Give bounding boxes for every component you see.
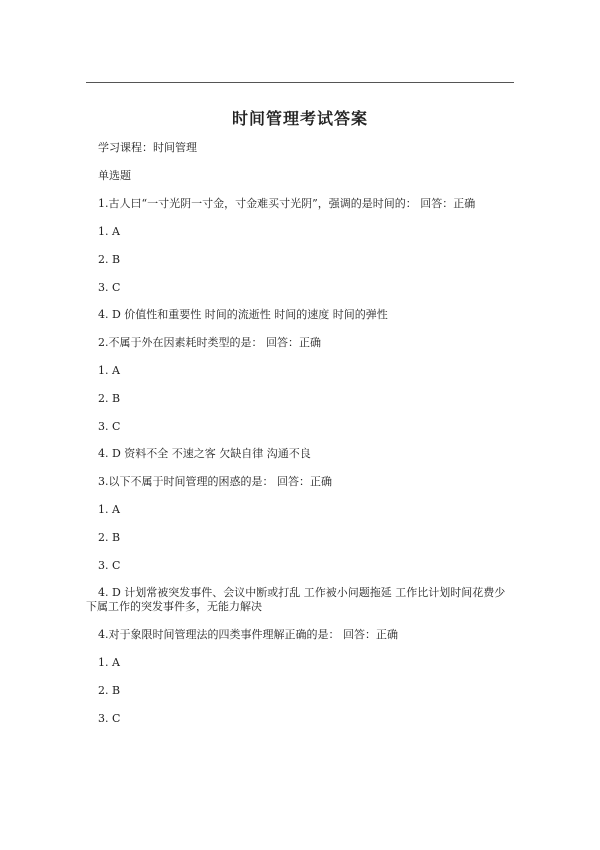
question-2-option-2: 2. B bbox=[98, 392, 121, 405]
question-2-option-4: 4. D 资料不全 不速之客 欠缺自律 沟通不良 bbox=[98, 447, 311, 460]
question-2-option-3: 3. C bbox=[98, 420, 121, 433]
question-4-option-1: 1. A bbox=[98, 656, 120, 669]
page-title: 时间管理考试答案 bbox=[231, 109, 368, 128]
question-4: 4.对于象限时间管理法的四类事件理解正确的是： 回答：正确 bbox=[98, 628, 398, 641]
question-3-option-4: 4. D 计划常被突发事件、会议中断或打乱 工作被小问题拖延 工作比计划时间花费少 bbox=[98, 586, 506, 599]
question-3-option-4-continued: 下属工作的突发事件多，无能力解决 bbox=[86, 600, 262, 613]
question-1-option-2: 2. B bbox=[98, 253, 121, 266]
header-rule bbox=[86, 82, 514, 83]
question-1-option-3: 3. C bbox=[98, 281, 121, 294]
question-3: 3.以下不属于时间管理的困惑的是： 回答：正确 bbox=[98, 475, 332, 488]
question-2-option-1: 1. A bbox=[98, 364, 120, 377]
course-line: 学习课程：时间管理 bbox=[98, 141, 197, 154]
question-3-option-3: 3. C bbox=[98, 559, 121, 572]
question-4-option-3: 3. C bbox=[98, 712, 121, 725]
question-1: 1.古人曰“一寸光阴一寸金，寸金难买寸光阴”，强调的是时间的： 回答：正确 bbox=[98, 197, 476, 210]
section-heading: 单选题 bbox=[98, 169, 131, 182]
question-2: 2.不属于外在因素耗时类型的是： 回答：正确 bbox=[98, 336, 321, 349]
question-1-option-1: 1. A bbox=[98, 225, 120, 238]
question-3-option-2: 2. B bbox=[98, 531, 121, 544]
question-4-option-2: 2. B bbox=[98, 684, 121, 697]
question-3-option-1: 1. A bbox=[98, 503, 120, 516]
question-1-option-4: 4. D 价值性和重要性 时间的流逝性 时间的速度 时间的弹性 bbox=[98, 308, 388, 321]
